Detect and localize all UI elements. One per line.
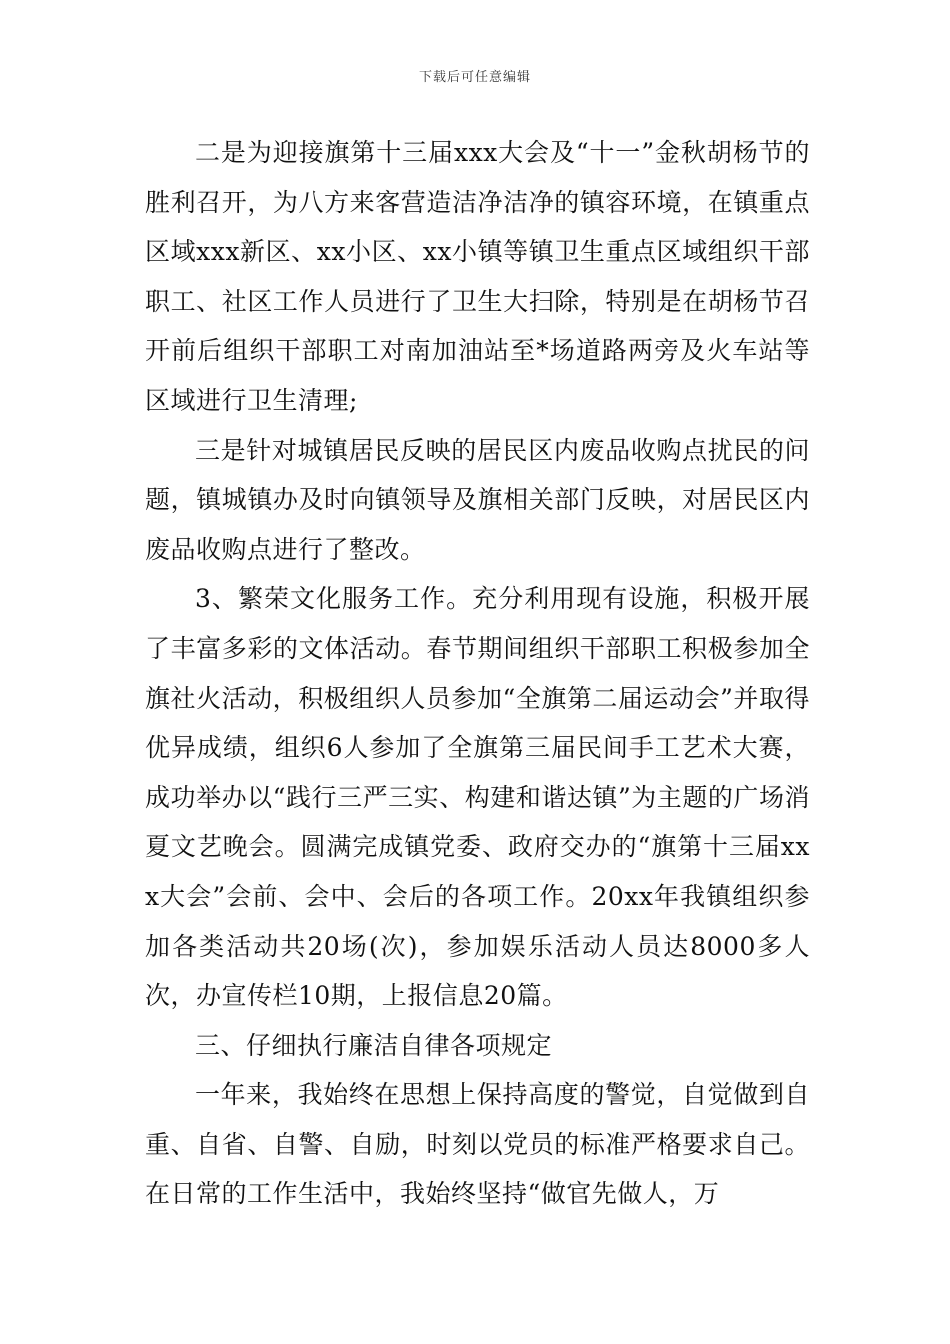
paragraph-waste-collection: 三是针对城镇居民反映的居民区内废品收购点扰民的问题，镇城镇办及时向镇领导及旗相关部门反映，对居民区内废品收购点进行了整改。 bbox=[145, 435, 810, 564]
page-header-note: 下载后可任意编辑 bbox=[418, 70, 531, 85]
paragraph-sanitation-cleanup: 二是为迎接旗第十三届xxx大会及“十一”金秋胡杨节的胜利召开，为八方来客营造洁净洁净的镇容环境，在镇重点区域xxx新区、xx小区、xx小镇等镇卫生重点区域组织干部职工、社区工作人员进行了卫生大扫除，特别是在胡杨节召开前后组织干部职工对南加油站至*场道路两旁及火车站等区域进行卫生清理; bbox=[145, 138, 810, 415]
document-body bbox=[145, 128, 810, 1219]
paragraph-self-discipline: 一年来，我始终在思想上保持高度的警觉，自觉做到自重、自省、自警、自励，时刻以党员的标准严格要求自己。在日常的工作生活中，我始终坚持“做官先做人，万 bbox=[145, 1080, 810, 1209]
paragraph-culture-services: 3、繁荣文化服务工作。充分利用现有设施，积极开展了丰富多彩的文体活动。春节期间组织干部职工积极参加全旗社火活动，积极组织人员参加“全旗第二届运动会”并取得优异成绩，组织6人参加了全旗第三届民间手工艺术大赛，成功举办以“践行三严三实、构建和谐达镇”为主题的广场消夏文艺晚会。圆满完成镇党委、政府交办的“旗第十三届xxx大会”会前、会中、会后的各项工作。20xx年我镇组织参加各类活动共20场(次)，参加娱乐活动人员达8000多人次，办宣传栏10期，上报信息20篇。 bbox=[145, 584, 810, 1011]
section-heading-integrity: 三、仔细执行廉洁自律各项规定 bbox=[195, 1030, 553, 1060]
